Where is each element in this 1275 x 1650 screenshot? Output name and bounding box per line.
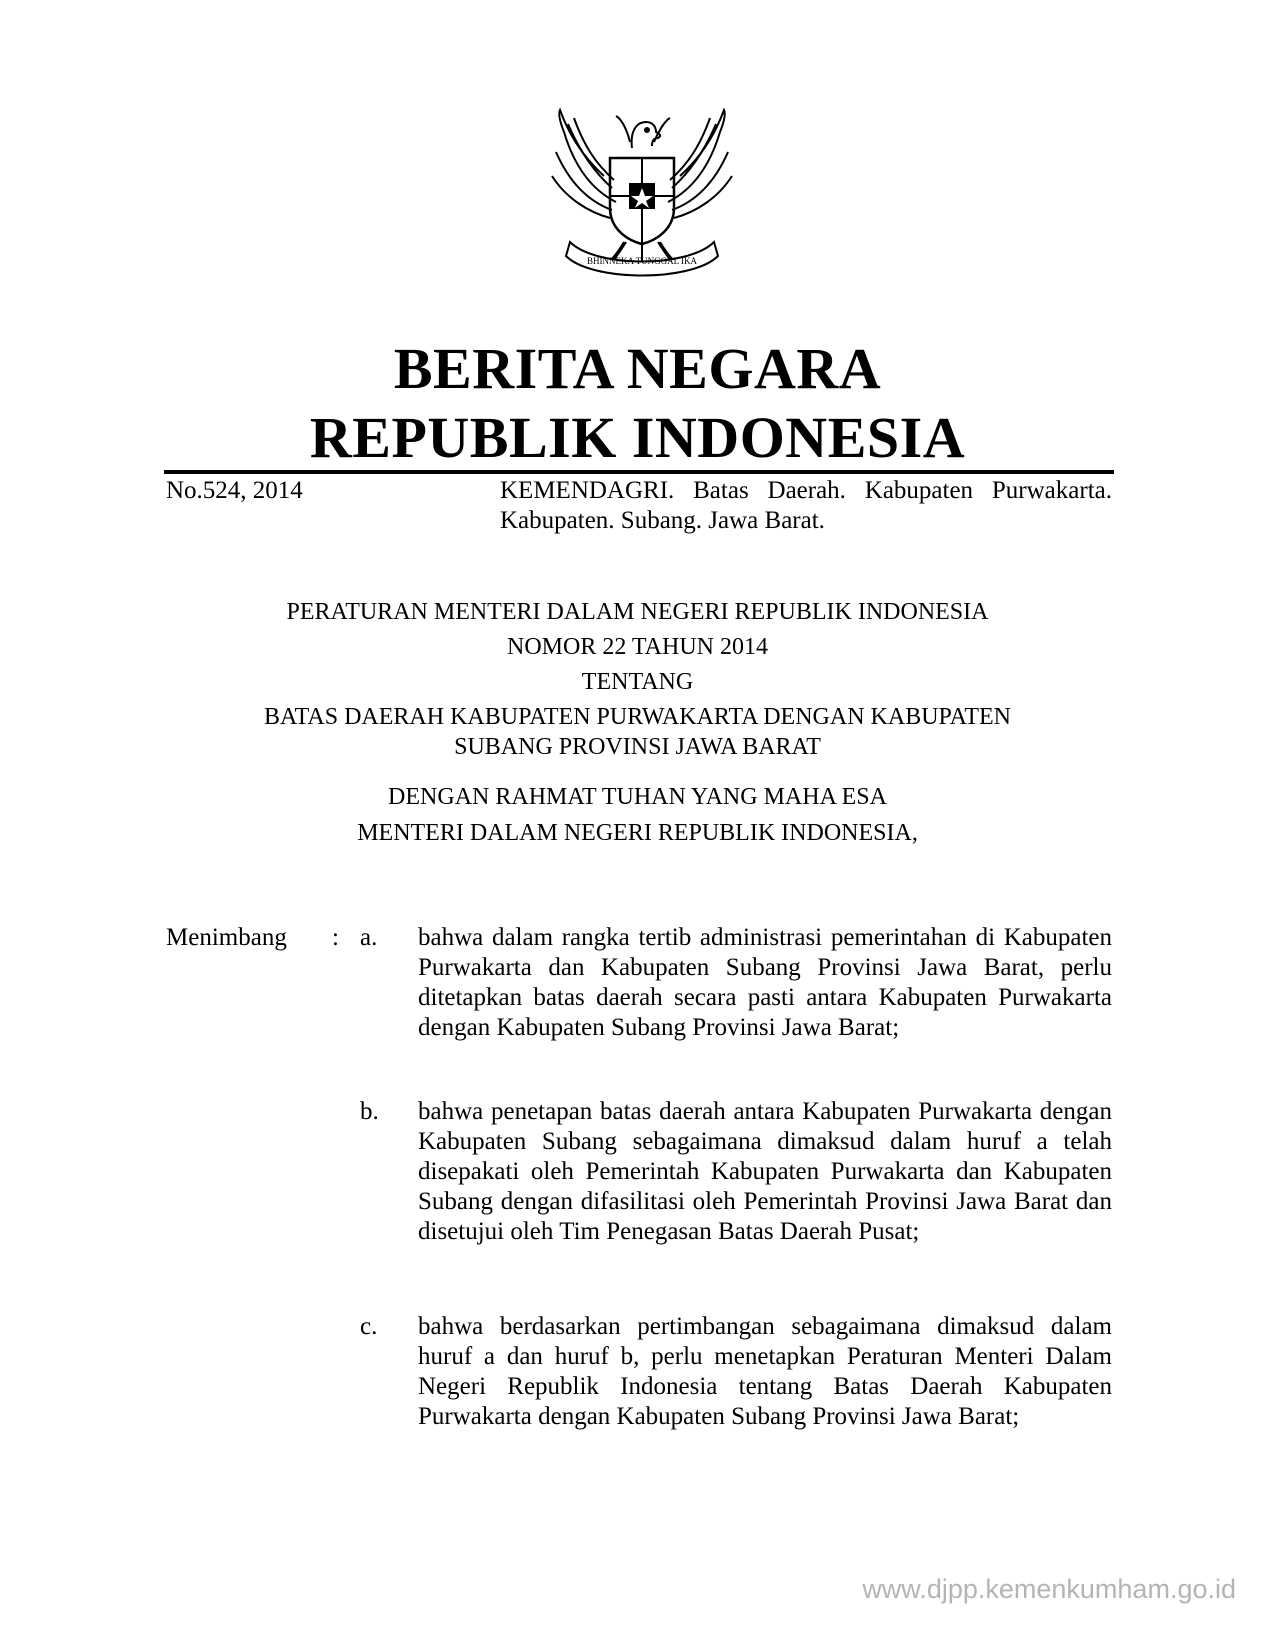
consideration-letter: c. — [360, 1313, 378, 1340]
regulation-about: TENTANG — [581, 669, 694, 695]
considerations-colon: : — [332, 924, 339, 951]
consideration-letter: b. — [360, 1098, 379, 1125]
masthead-divider — [164, 470, 1114, 474]
regulation-invocation: DENGAN RAHMAT TUHAN YANG MAHA ESA — [388, 784, 887, 810]
masthead-title: BERITA NEGARA — [393, 336, 882, 401]
consideration-text: bahwa dalam rangka tertib administrasi pemerintahan di Kabupaten Purwakarta dan Kabupaten Subang Provinsi Jawa Barat, perlu ditetapkan batas daerah secara pasti antara Kabupaten Purwakarta dengan Kabupaten Subang Provinsi Jawa Barat; — [418, 924, 1112, 1041]
regulation-title: PERATURAN MENTERI DALAM NEGERI REPUBLIK INDONESIA — [286, 599, 989, 625]
garuda-pancasila-emblem-icon — [546, 92, 738, 288]
emblem-motto: BHINNEKA TUNGGAL IKA — [587, 256, 697, 266]
regulation-subject-line1: BATAS DAERAH KABUPATEN PURWAKARTA DENGAN KABUPATEN — [263, 704, 1012, 730]
consideration-letter: a. — [360, 924, 378, 951]
source-watermark: www.djpp.kemenkumham.go.id — [862, 1574, 1236, 1604]
issue-subject: KEMENDAGRI. Batas Daerah. Kabupaten Purwakarta. Kabupaten. Subang. Jawa Barat. — [500, 477, 1112, 534]
considerations-label: Menimbang — [166, 924, 287, 951]
regulation-subject-line2: SUBANG PROVINSI JAWA BARAT — [454, 734, 821, 760]
regulation-number: NOMOR 22 TAHUN 2014 — [507, 634, 768, 660]
consideration-text: bahwa penetapan batas daerah antara Kabupaten Purwakarta dengan Kabupaten Subang sebagaimana dimaksud dalam huruf a telah disepakati oleh Pemerintah Kabupaten Purwakarta dan Kabupaten Subang dengan difasilitasi oleh Pemerintah Provinsi Jawa Barat dan disetujui oleh Tim Penegasan Batas Daerah Pusat; — [418, 1098, 1112, 1245]
issue-number: No.524, 2014 — [166, 477, 303, 504]
consideration-text: bahwa berdasarkan pertimbangan sebagaimana dimaksud dalam huruf a dan huruf b, perlu menetapkan Peraturan Menteri Dalam Negeri Republik Indonesia tentang Batas Daerah Kabupaten Purwakarta dengan Kabupaten Subang Provinsi Jawa Barat; — [418, 1313, 1112, 1430]
masthead-subtitle: REPUBLIK INDONESIA — [309, 405, 966, 470]
regulation-authority: MENTERI DALAM NEGERI REPUBLIK INDONESIA, — [357, 820, 918, 846]
